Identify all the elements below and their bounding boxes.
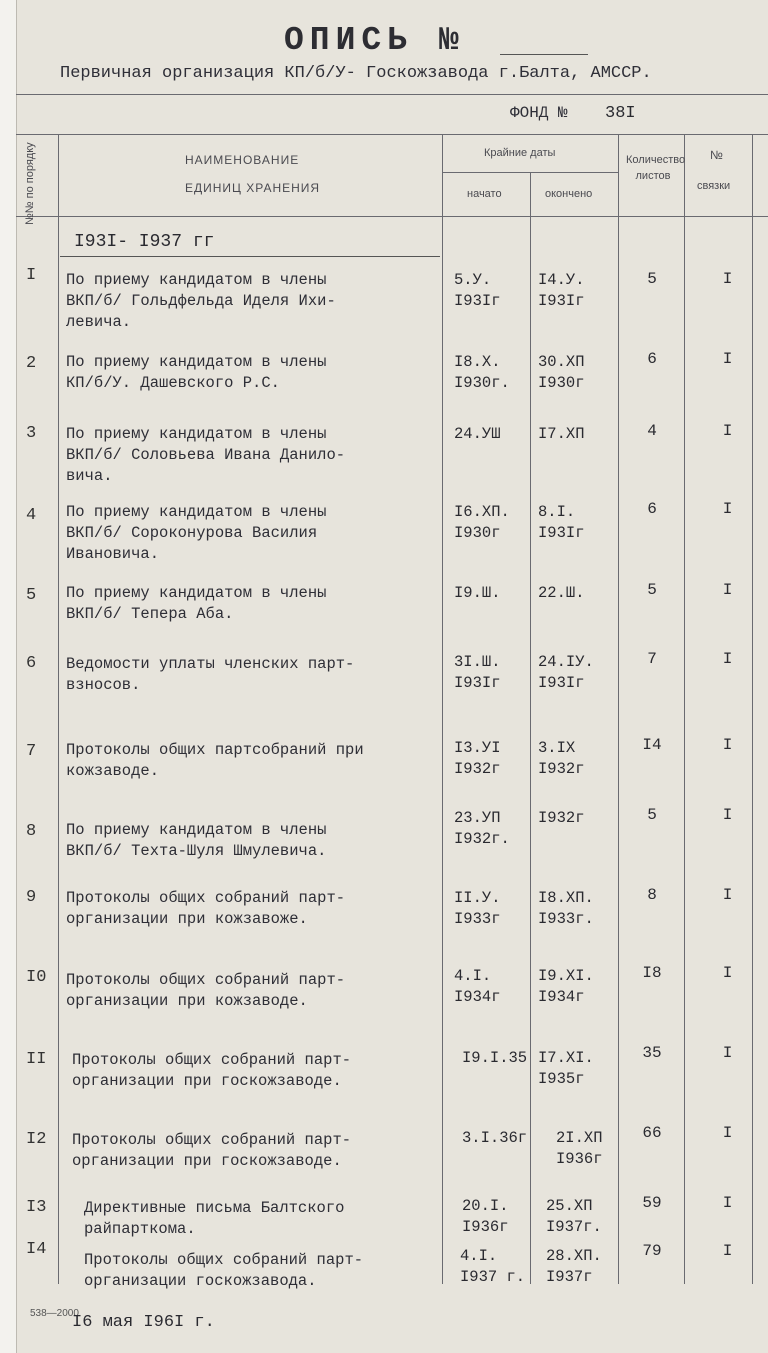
row-number: 4 — [26, 506, 37, 525]
row-sheet-count: 6 — [647, 500, 657, 518]
column-divider-start — [530, 172, 531, 1284]
row-sheet-count: 5 — [647, 806, 657, 824]
column-divider-bundle — [752, 134, 753, 1284]
row-bundle: I — [722, 581, 733, 599]
row-sheet-count: 35 — [642, 1044, 662, 1062]
title-number-underline — [500, 54, 588, 55]
row-end-date: 28.XП. I937г — [546, 1247, 602, 1286]
organization-line: Первичная организация КП/б/У- Госкожзавода г.Балта, АМССР. — [60, 64, 652, 83]
row-bundle: I — [722, 270, 733, 288]
row-number: 5 — [26, 586, 37, 605]
row-end-date: 3.IX I932г — [538, 739, 585, 778]
row-bundle: I — [722, 1194, 733, 1212]
row-title: Протоколы общих собраний парт- организации госкожзавода. — [84, 1251, 364, 1290]
row-bundle: I — [722, 422, 733, 440]
period-heading: I93I- I937 гг — [74, 232, 215, 252]
row-start-date: 20.I. I936г — [462, 1197, 509, 1236]
row-bundle: I — [722, 350, 733, 368]
row-number: 2 — [26, 354, 37, 373]
row-end-date: I8.XП. I933г. — [538, 889, 594, 928]
row-end-date: 30.XП I930г — [538, 353, 585, 392]
header-rule — [16, 94, 768, 95]
row-number: 7 — [26, 742, 37, 761]
col-header-bundle-no: № — [710, 148, 723, 162]
row-start-date: I8.X. I930г. — [454, 353, 510, 392]
row-bundle: I — [722, 1044, 733, 1062]
col-header-dates: Крайние даты — [484, 147, 556, 159]
row-bundle: I — [722, 886, 733, 904]
row-start-date: 3I.Ш. I93Iг — [454, 653, 501, 692]
column-divider-sheets — [684, 134, 685, 1284]
row-title: Протоколы общих собраний парт- организации при кожзаводе. — [66, 971, 346, 1010]
row-number: 3 — [26, 424, 37, 443]
col-header-sheets: Количество листов — [626, 154, 686, 182]
row-bundle: I — [722, 1242, 733, 1260]
row-bundle: I — [722, 736, 733, 754]
row-start-date: I9.Ш. — [454, 584, 501, 602]
row-number: I0 — [26, 968, 47, 987]
row-start-date: 5.У. I93Iг — [454, 271, 501, 310]
row-sheet-count: 4 — [647, 422, 657, 440]
row-sheet-count: 5 — [647, 581, 657, 599]
row-sheet-count: 66 — [642, 1124, 662, 1142]
document-date: I6 мая I96I г. — [72, 1313, 215, 1332]
row-end-date: 22.Ш. — [538, 584, 585, 602]
row-start-date: I3.УI I932г — [454, 739, 501, 778]
row-sheet-count: I8 — [642, 964, 662, 982]
row-title: По приему кандидатом в члены ВКП/б/ Гольдфельда Иделя Ихи- левича. — [66, 271, 336, 331]
row-sheet-count: 7 — [647, 650, 657, 668]
row-title: По приему кандидатом в члены ВКП/б/ Техта-Шуля Шмулевича. — [66, 821, 327, 860]
row-number: II — [26, 1050, 47, 1069]
row-bundle: I — [722, 650, 733, 668]
row-sheet-count: 8 — [647, 886, 657, 904]
row-start-date: II.У. I933г — [454, 889, 501, 928]
period-underline — [60, 256, 440, 257]
row-title: Ведомости уплаты членских парт- взносов. — [66, 655, 355, 694]
row-end-date: I7.XП — [538, 425, 585, 443]
document-title: ОПИСЬ № — [284, 22, 465, 59]
row-title: Протоколы общих собраний парт- организации при госкожзаводе. — [72, 1051, 352, 1090]
row-title: По приему кандидатом в члены КП/б/У. Дашевского Р.С. — [66, 353, 327, 392]
col-header-bundle: связки — [697, 180, 731, 192]
row-number: I2 — [26, 1130, 47, 1149]
row-title: Протоколы общих собраний парт- организации при госкожзаводе. — [72, 1131, 352, 1170]
row-title: По приему кандидатом в члены ВКП/б/ Сороконурова Василия Ивановича. — [66, 503, 327, 563]
row-start-date: 4.I. I937 г. — [460, 1247, 526, 1286]
row-title: По приему кандидатом в члены ВКП/б/ Соловьева Ивана Данило- вича. — [66, 425, 346, 485]
row-end-date: I932г — [538, 809, 585, 827]
row-sheet-count: 79 — [642, 1242, 662, 1260]
row-sheet-count: I4 — [642, 736, 662, 754]
row-bundle: I — [722, 1124, 733, 1142]
row-start-date: 24.УШ — [454, 425, 501, 443]
row-bundle: I — [722, 806, 733, 824]
row-end-date: 2I.XП I936г — [556, 1129, 603, 1168]
row-end-date: 8.I. I93Iг — [538, 503, 585, 542]
row-sheet-count: 59 — [642, 1194, 662, 1212]
row-title: Протоколы общих партсобраний при кожзаводе. — [66, 741, 364, 780]
row-bundle: I — [722, 964, 733, 982]
col-header-start: начато — [467, 188, 502, 200]
form-code: 538—2000 — [30, 1308, 79, 1319]
header-bottom-border — [16, 216, 768, 217]
row-end-date: I9.XI. I934г — [538, 967, 594, 1006]
row-number: I3 — [26, 1198, 47, 1217]
fond-label: ФОНД № — [510, 104, 568, 122]
row-start-date: 23.УП I932г. — [454, 809, 510, 848]
column-divider-order — [58, 134, 59, 1284]
row-number: I4 — [26, 1240, 47, 1259]
row-number: 6 — [26, 654, 37, 673]
row-sheet-count: 5 — [647, 270, 657, 288]
col-header-order: №№ по порядку — [24, 142, 36, 225]
row-bundle: I — [722, 500, 733, 518]
fond-number: 38I — [605, 104, 636, 123]
row-start-date: I6.XП. I930г — [454, 503, 510, 542]
row-end-date: I4.У. I93Iг — [538, 271, 585, 310]
col-header-name-1: НАИМЕНОВАНИЕ — [185, 153, 300, 167]
row-start-date: 3.I.36г — [462, 1129, 528, 1147]
row-title: Протоколы общих собраний парт- организации при кожзавоже. — [66, 889, 346, 928]
row-start-date: 4.I. I934г — [454, 967, 501, 1006]
col-header-name-2: ЕДИНИЦ ХРАНЕНИЯ — [185, 181, 321, 195]
table-top-border — [16, 134, 768, 135]
row-number: 9 — [26, 888, 37, 907]
row-end-date: I7.XI. I935г — [538, 1049, 594, 1088]
row-start-date: I9.I.35 — [462, 1049, 528, 1067]
row-end-date: 24.IУ. I93Iг — [538, 653, 594, 692]
row-title: Директивные письма Балтского райпарткома. — [84, 1199, 345, 1238]
row-end-date: 25.XП I937г. — [546, 1197, 602, 1236]
col-header-end: окончено — [545, 188, 593, 200]
row-title: По приему кандидатом в члены ВКП/б/ Тепера Аба. — [66, 584, 327, 623]
row-number: I — [26, 266, 37, 285]
row-sheet-count: 6 — [647, 350, 657, 368]
row-number: 8 — [26, 822, 37, 841]
